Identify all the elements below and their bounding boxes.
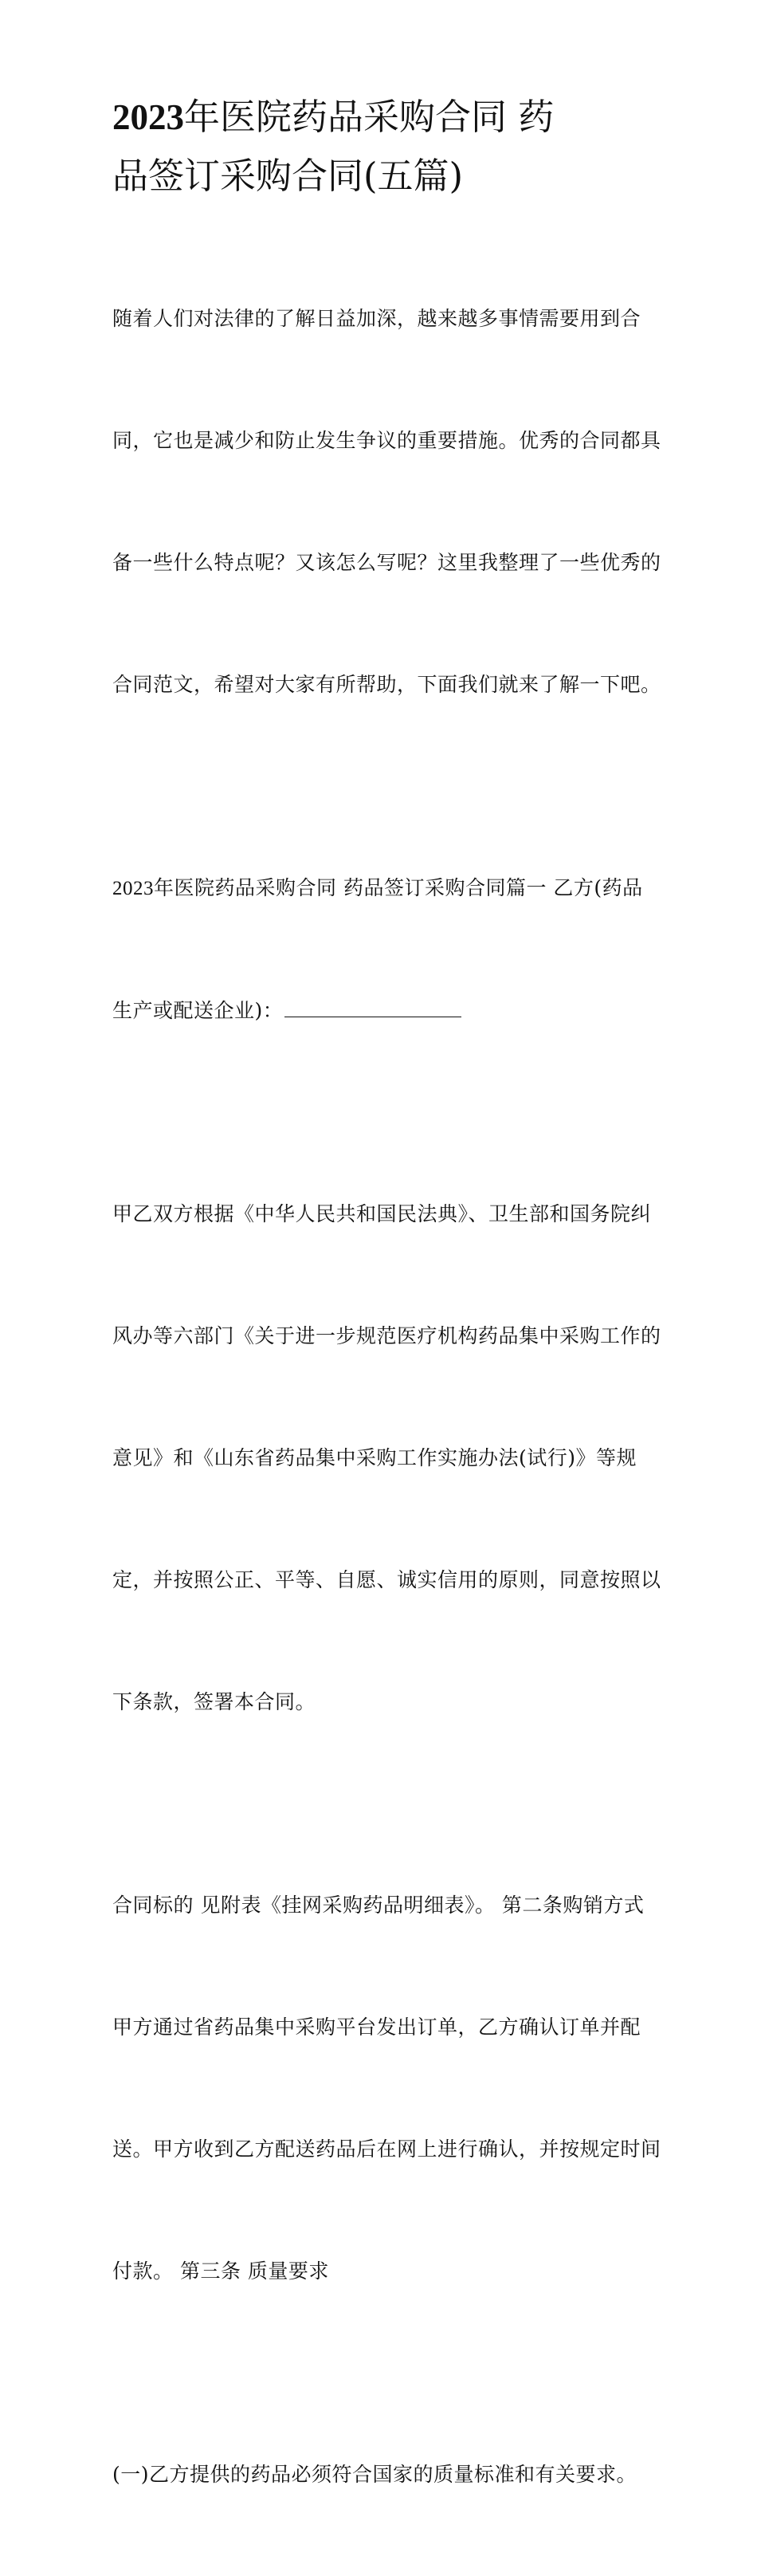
intro-line: 合同范文，希望对大家有所帮助，下面我们就来了解一下吧。 [112,673,661,696]
document-title [112,88,654,206]
title-line-2: 品签订采购合同(五篇) [112,155,464,197]
quality-item-line: (一)乙方提供的药品必须符合国家的质量标准和有关要求。 [112,2463,637,2486]
intro-line: 同，它也是减少和防止发生争议的重要措施。优秀的合同都具 [112,429,661,452]
basis-line: 定，并按照公正、平等、自愿、诚实信用的原则，同意按照以 [112,1568,661,1591]
basis-paragraph [112,1112,661,1803]
basis-line: 风办等六部门《关于进一步规范医疗机构药品集中采购工作的 [112,1324,661,1347]
party-b-blank-line [284,993,461,1017]
title-line-1 [112,88,654,147]
basis-line: 下条款，签署本合同。 [112,1690,316,1713]
section-heading [112,786,654,1112]
article-line: 送。甲方收到乙方配送药品后在网上进行确认，并按规定时间 [112,2137,661,2161]
title-year: 2023 [112,97,184,137]
article-line: 付款。 第三条 质量要求 [112,2259,329,2283]
basis-line: 意见》和《山东省药品集中采购工作实施办法(试行)》等规 [112,1446,637,1469]
article-paragraph [112,1803,661,2373]
intro-line: 随着人们对法律的了解日益加深，越来越多事情需要用到合 [112,307,641,330]
basis-line: 甲乙双方根据《中华人民共和国民法典》、卫生部和国务院纠 [112,1202,652,1225]
party-b-label: 生产或配送企业)： [112,999,284,1022]
title-line-1-text: 年医院药品采购合同 药 [184,96,555,138]
section-heading-line-2 [112,990,654,1031]
quality-item [112,2373,654,2576]
document-page [112,88,661,2576]
article-line: 甲方通过省药品集中采购平台发出订单，乙方确认订单并配 [112,2016,641,2039]
section-heading-line-1-text: 年医院药品采购合同 药品签订采购合同篇一 乙方(药品 [154,876,643,899]
section-heading-year: 2023 [112,878,154,899]
intro-line: 备一些什么特点呢？又该怎么写呢？这里我整理了一些优秀的 [112,551,661,574]
intro-paragraph [112,217,661,786]
section-heading-line-1 [112,867,654,909]
article-line: 合同标的 见附表《挂网采购药品明细表》。 第二条购销方式 [112,1894,645,1917]
